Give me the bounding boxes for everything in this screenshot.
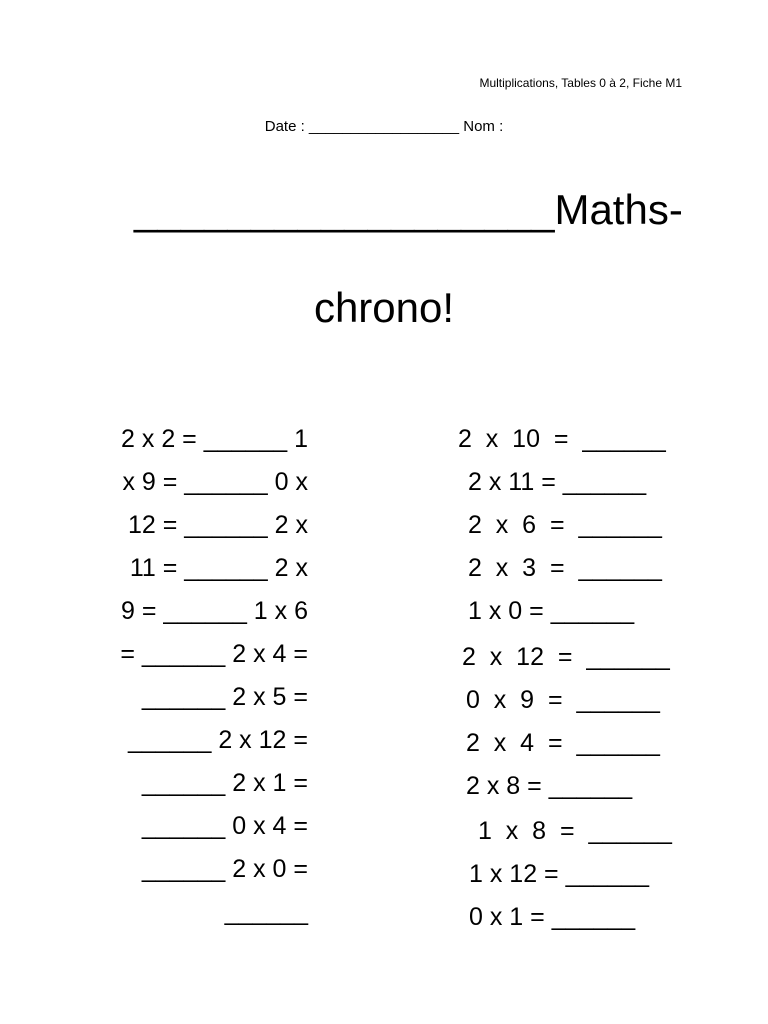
- right-line-8: 2 x 4 = ______: [466, 729, 660, 757]
- right-line-4: 2 x 3 = ______: [468, 554, 662, 582]
- left-line-1: 2 x 2 = ______ 1: [121, 425, 308, 453]
- left-line-10: ______ 0 x 4 =: [141, 812, 308, 840]
- right-line-11: 1 x 12 = ______: [469, 860, 650, 888]
- left-line-5: 9 = ______ 1 x 6: [121, 597, 308, 625]
- right-line-1: 2 x 10 = ______: [458, 425, 666, 453]
- right-line-5: 1 x 0 = ______: [468, 597, 635, 625]
- left-line-9: ______ 2 x 1 =: [141, 769, 308, 797]
- left-line-11: ______ 2 x 0 =: [141, 855, 308, 883]
- right-line-10: 1 x 8 = ______: [478, 817, 672, 845]
- right-line-12: 0 x 1 = ______: [469, 903, 636, 931]
- right-line-9: 2 x 8 = ______: [466, 772, 633, 800]
- left-line-7: ______ 2 x 5 =: [141, 683, 308, 711]
- title-line-1: __________________Maths-: [134, 186, 683, 233]
- left-line-2: x 9 = ______ 0 x: [122, 468, 308, 496]
- left-line-4: 11 = ______ 2 x: [129, 554, 308, 582]
- left-line-8: ______ 2 x 12 =: [127, 726, 308, 754]
- page-header: Multiplications, Tables 0 à 2, Fiche M1: [479, 76, 682, 90]
- date-name-line: Date : __________________ Nom :: [264, 118, 504, 135]
- right-line-7: 0 x 9 = ______: [466, 686, 660, 714]
- right-line-3: 2 x 6 = ______: [468, 511, 662, 539]
- title-line-2: chrono!: [313, 284, 455, 331]
- right-line-6: 2 x 12 = ______: [462, 643, 670, 671]
- left-line-6: = ______ 2 x 4 =: [120, 640, 308, 668]
- right-line-2: 2 x 11 = ______: [468, 468, 647, 496]
- left-line-12: ______: [224, 898, 308, 926]
- left-line-3: 12 = ______ 2 x: [127, 511, 308, 539]
